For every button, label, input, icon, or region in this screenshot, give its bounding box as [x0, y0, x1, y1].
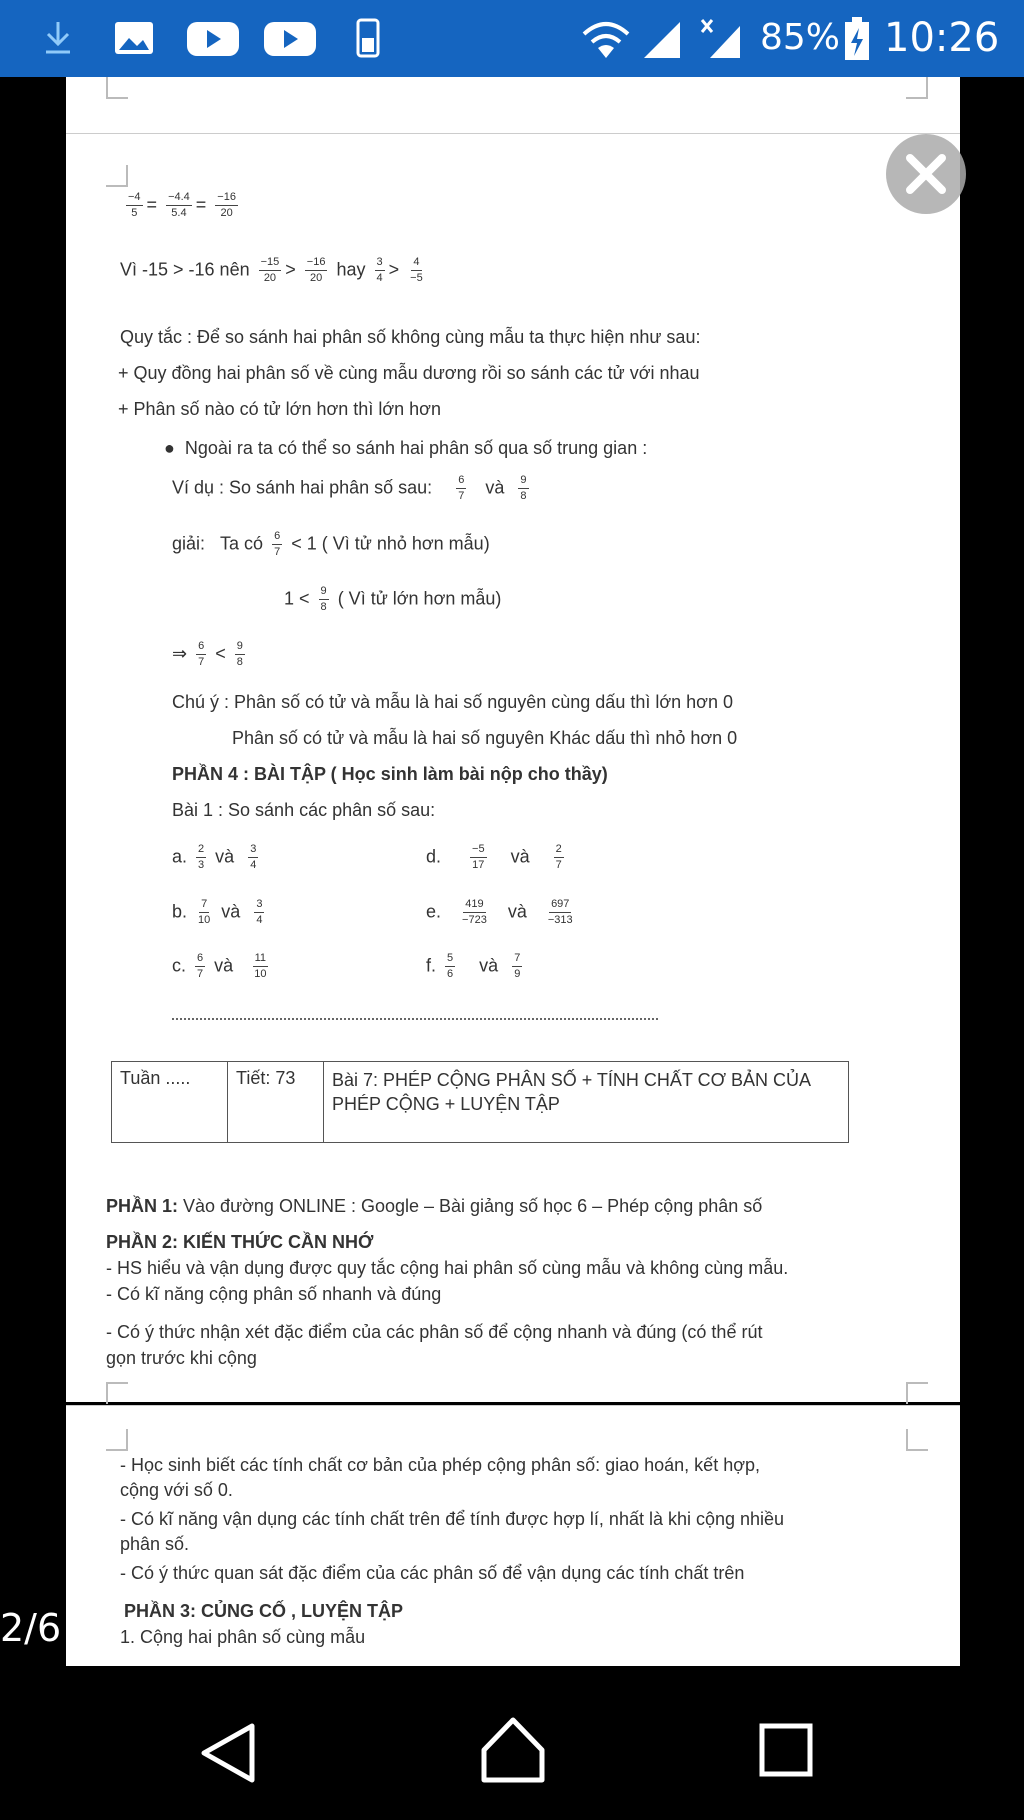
knowledge-item: - HS hiểu và vận dụng được quy tắc cộng hai phân số cùng mẫu và không cùng mẫu.	[106, 1258, 789, 1278]
knowledge-item: gọn trước khi cộng	[106, 1348, 257, 1368]
exercise-heading: Bài 1 : So sánh các phân số sau:	[172, 800, 436, 820]
exercise-item: f. $\frac{5}{6}$ và $\frac{7}{9}$	[426, 952, 521, 980]
home-button[interactable]	[478, 1714, 548, 1786]
page-corner-mark	[106, 1429, 128, 1451]
table-cell-title: Bài 7: PHÉP CỘNG PHÂN SỐ + TÍNH CHẤT CƠ BẢN CỦA PHÉP CỘNG + LUYỆN TẬP	[332, 1070, 811, 1114]
youtube-icon	[186, 18, 240, 58]
document-page[interactable]	[66, 77, 960, 1402]
page-corner-mark	[106, 77, 128, 99]
rule-heading: Quy tắc : Để so sánh hai phân số không cùng mẫu ta thực hiện như sau:	[120, 327, 701, 347]
back-button[interactable]	[196, 1720, 262, 1786]
bullet-item: ● Ngoài ra ta có thể so sánh hai phân số qua số trung gian :	[164, 438, 648, 458]
rule-item: + Phân số nào có tử lớn hơn thì lớn hơn	[118, 399, 441, 419]
page-corner-mark	[906, 77, 928, 99]
practice-item: 1. Cộng hai phân số cùng mẫu	[120, 1627, 366, 1647]
note-line: Chú ý : Phân số có tử và mẫu là hai số nguyên cùng dấu thì lớn hơn 0	[172, 692, 733, 712]
close-icon	[886, 134, 966, 214]
rule-item: + Quy đồng hai phân số về cùng mẫu dương rồi so sánh các tử với nhau	[118, 363, 700, 383]
download-icon	[38, 18, 78, 58]
page-corner-mark	[106, 165, 128, 187]
exercise-item: e. $\frac{419}{-723}$ và $\frac{697}{-313}$	[426, 898, 573, 926]
solution-line: ⇒ $\frac{6}{7}$ < $\frac{9}{8}$	[172, 640, 243, 668]
phone-charging-icon	[354, 18, 382, 62]
property-item: cộng với số 0.	[120, 1480, 233, 1500]
page-corner-mark	[106, 1382, 128, 1404]
table-cell-week: Tuần .....	[112, 1062, 228, 1142]
page-divider	[66, 1405, 960, 1406]
property-item: - Có kĩ năng vận dụng các tính chất trên để tính được hợp lí, nhất là khi cộng nhiều	[120, 1509, 785, 1529]
signal-icon	[640, 18, 684, 62]
page-indicator: 2/6	[0, 1606, 62, 1650]
comparison-line: Vì -15 > -16 nên $\frac{-15}{20}$ > $\frac{-16}{20}$ hay $\frac{3}{4}$ > $\frac{4}{-5}$	[120, 256, 423, 284]
dotted-separator	[172, 1018, 658, 1020]
battery-percent: 85%	[760, 17, 841, 58]
page-corner-mark	[906, 1429, 928, 1451]
recents-button[interactable]	[758, 1722, 814, 1778]
section-heading: PHẦN 3: CỦNG CỐ , LUYỆN TẬP	[124, 1601, 404, 1621]
exercise-item: b. $\frac{7}{10}$ và $\frac{3}{4}$	[172, 898, 263, 926]
battery-charging-icon	[843, 16, 871, 62]
example-line: Ví dụ : So sánh hai phân số sau: $\frac{6}{7}$ và $\frac{9}{8}$	[172, 474, 527, 502]
lesson-table	[111, 1061, 849, 1143]
document-page[interactable]	[66, 1405, 960, 1666]
property-item: phân số.	[120, 1534, 190, 1554]
part1-line: PHẦN 1: Vào đường ONLINE : Google – Bài giảng số học 6 – Phép cộng phân số	[106, 1196, 763, 1216]
section-heading: PHẦN 2: KIẾN THỨC CẦN NHỚ	[106, 1232, 374, 1252]
solution-line: giải: Ta có $\frac{6}{7}$ < 1 ( Vì tử nhỏ hơn mẫu)	[172, 530, 490, 558]
solution-line: 1 < $\frac{9}{8}$ ( Vì tử lớn hơn mẫu)	[284, 585, 502, 613]
page-divider	[66, 133, 960, 134]
image-icon	[113, 18, 155, 58]
section-heading: PHẦN 4 : BÀI TẬP ( Học sinh làm bài nộp cho thầy)	[172, 764, 608, 784]
wifi-icon	[580, 18, 632, 62]
bullet-icon: ●	[164, 438, 175, 458]
knowledge-item: - Có kĩ năng cộng phân số nhanh và đúng	[106, 1284, 442, 1304]
youtube-icon	[263, 18, 317, 58]
knowledge-item: - Có ý thức nhận xét đặc điểm của các phân số để cộng nhanh và đúng (có thể rút	[106, 1322, 763, 1342]
signal-no-data-icon	[700, 18, 744, 62]
exercise-item: a. $\frac{2}{3}$ và $\frac{3}{4}$	[172, 843, 257, 871]
property-item: - Có ý thức quan sát đặc điểm của các phân số để vận dụng các tính chất trên	[120, 1563, 745, 1583]
table-cell-period: Tiết: 73	[228, 1062, 324, 1142]
property-item: - Học sinh biết các tính chất cơ bản của phép cộng phân số: giao hoán, kết hợp,	[120, 1455, 761, 1475]
navigation-bar	[0, 1666, 1024, 1820]
equation-line: $\frac{-4}{5}$ = $\frac{-4.4}{5.4}$ = $\frac{-16}{20}$	[128, 191, 236, 219]
status-bar	[0, 0, 1024, 77]
exercise-item: c. $\frac{6}{7}$ và $\frac{11}{10}$	[172, 952, 267, 980]
clock: 10:26	[884, 15, 1000, 61]
exercise-item: d. $\frac{-5}{17}$ và $\frac{2}{7}$	[426, 843, 562, 871]
note-line: Phân số có tử và mẫu là hai số nguyên Khác dấu thì nhỏ hơn 0	[232, 728, 738, 748]
page-corner-mark	[906, 1382, 928, 1404]
close-button[interactable]	[886, 134, 966, 214]
